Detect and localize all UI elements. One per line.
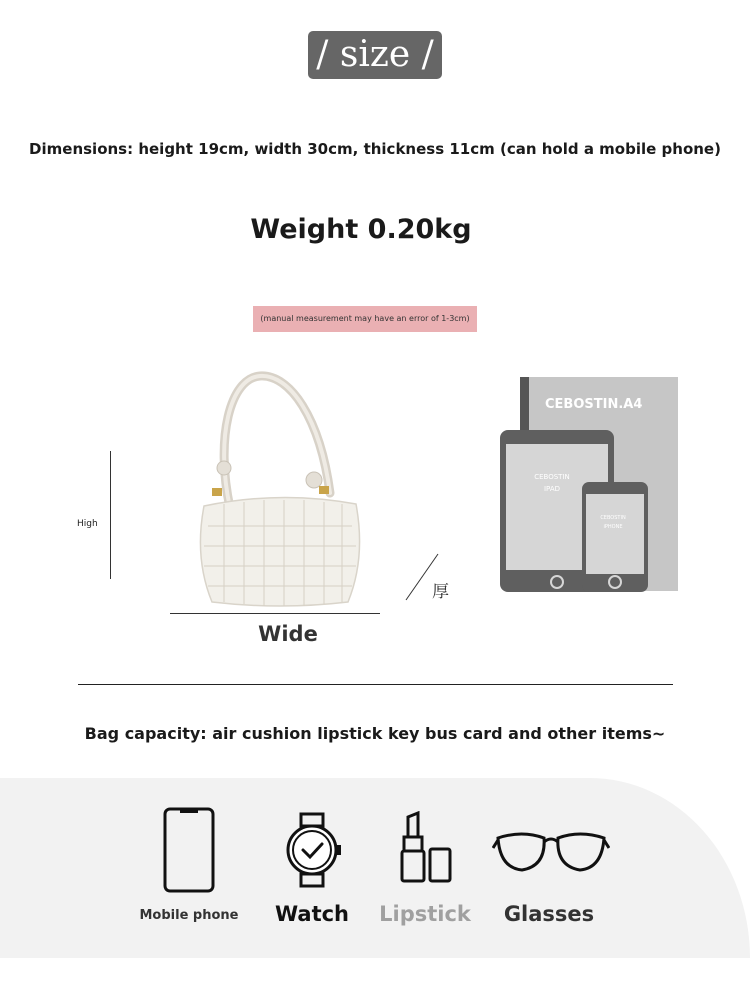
item-label-phone: Mobile phone <box>139 908 239 923</box>
phone-brand: CEBOSTIN <box>600 515 626 521</box>
paper-label: CEBOSTIN.A4 <box>545 397 643 412</box>
tablet-brand: CEBOSTIN <box>534 473 570 481</box>
watch-icon <box>283 808 343 892</box>
size-badge: / size / <box>308 31 442 79</box>
tablet-model: IPAD <box>543 485 561 493</box>
measurement-note: (manual measurement may have an error of 1-3cm) <box>260 314 470 323</box>
phone-model: iPHONE <box>603 524 623 530</box>
weight-text: Weight 0.20kg <box>250 214 472 245</box>
mobile-phone-icon <box>160 806 220 896</box>
capacity-text: Bag capacity: air cushion lipstick key bus card and other items~ <box>84 724 666 743</box>
glasses-icon <box>492 826 610 878</box>
dimensions-text: Dimensions: height 19cm, width 30cm, thickness 11cm (can hold a mobile phone) <box>29 140 721 158</box>
items-panel <box>0 778 750 958</box>
high-label: High <box>77 519 98 529</box>
section-divider <box>78 684 673 685</box>
height-line <box>110 451 111 579</box>
thickness-label: 厚 <box>432 582 449 602</box>
bag-image <box>190 368 370 608</box>
item-label-glasses: Glasses <box>503 902 595 926</box>
wide-label: Wide <box>258 622 318 646</box>
width-line <box>170 613 380 614</box>
item-label-lipstick: Lipstick <box>379 902 471 926</box>
lipstick-icon <box>396 811 456 887</box>
item-label-watch: Watch <box>274 902 350 926</box>
